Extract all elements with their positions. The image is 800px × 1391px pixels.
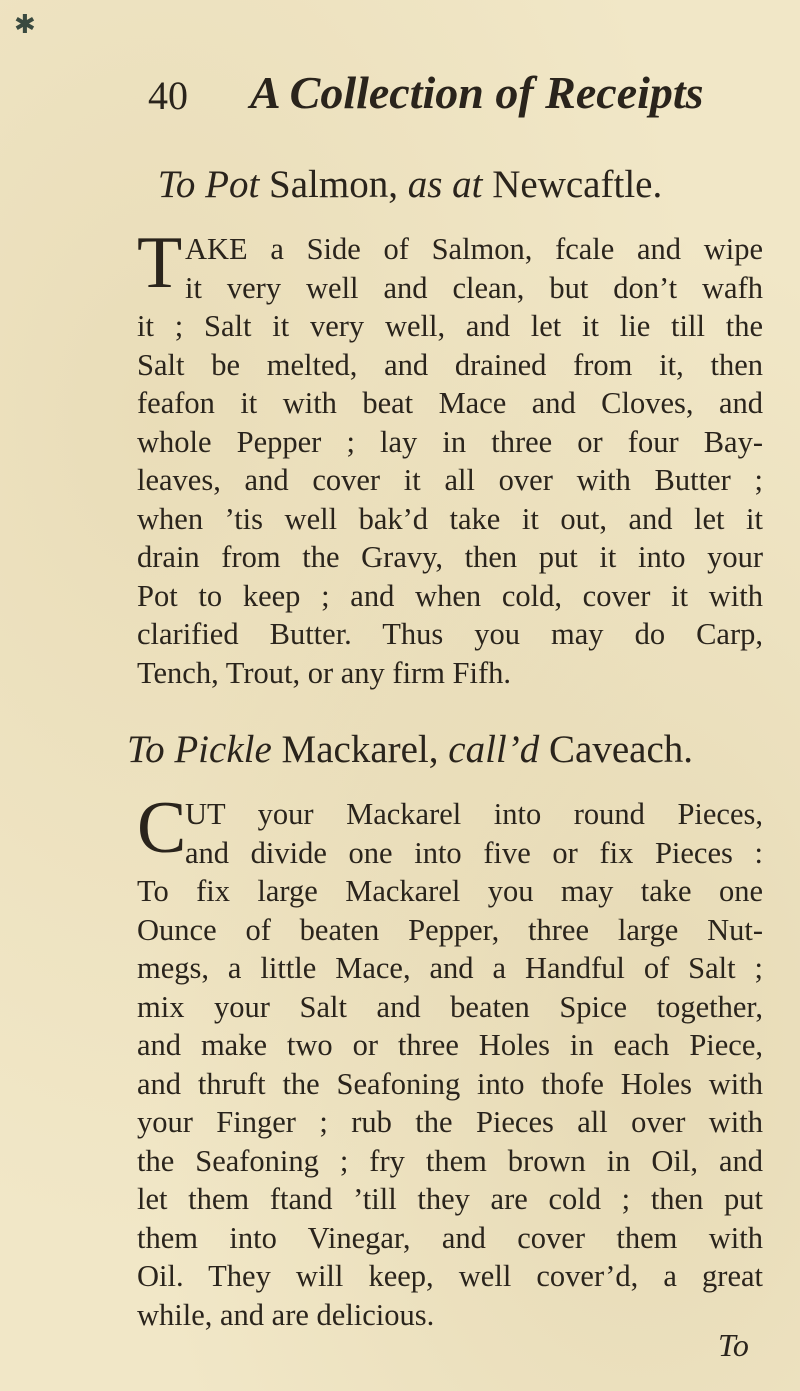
body-line: leaves, and cover it all over with Butter ; <box>137 463 763 497</box>
body-line: while, and are delicious. <box>137 1297 435 1332</box>
body-line: mix your Salt and beaten Spice together, <box>137 989 763 1024</box>
recipe-body <box>137 222 763 692</box>
body-line: AKE a Side of Salmon, fcale and wipe <box>185 232 763 266</box>
heading-subject: Salmon, <box>269 163 398 206</box>
page-number: 40 <box>148 73 188 118</box>
recipe-heading <box>0 725 800 775</box>
recipe-heading <box>0 160 800 210</box>
drop-cap: C <box>137 787 187 869</box>
running-title: A Collection of Receipts <box>250 67 704 118</box>
body-line: megs, a little Mace, and a Handful of Salt ; <box>137 951 763 985</box>
recipe-body <box>137 787 763 1334</box>
heading-lead: To Pickle <box>126 728 272 771</box>
running-head <box>148 67 708 128</box>
heading-place: Newcaftle. <box>492 163 663 206</box>
body-line: and thruft the Seafoning into thofe Holes with <box>137 1066 763 1101</box>
drop-cap: T <box>137 222 183 304</box>
body-line: clarified Butter. Thus you may do Carp, <box>137 617 763 651</box>
body-line: them into Vinegar, and cover them with <box>137 1220 763 1255</box>
heading-subject: Mackarel, <box>281 728 439 771</box>
body-line: whole Pepper ; lay in three or four Bay- <box>137 424 763 459</box>
body-line: the Seafoning ; fry them brown in Oil, and <box>137 1143 763 1178</box>
heading-manner: as at <box>407 163 483 206</box>
body-line: Ounce of beaten Pepper, three large Nut- <box>137 912 763 947</box>
body-line: let them ftand ’till they are cold ; then put <box>137 1182 763 1216</box>
body-line: UT your Mackarel into round Pieces, <box>185 797 763 831</box>
body-line: Tench, Trout, or any firm Fifh. <box>137 655 512 690</box>
body-line: feafon it with beat Mace and Cloves, and <box>137 386 763 420</box>
body-line: Pot to keep ; and when cold, cover it with <box>137 578 763 613</box>
body-line: and make two or three Holes in each Piece, <box>137 1028 763 1062</box>
heading-place: Caveach. <box>549 728 694 771</box>
body-line: when ’tis well bak’d take it out, and let it <box>137 501 763 536</box>
heading-manner: call’d <box>448 728 540 771</box>
catchword: To <box>718 1327 749 1363</box>
body-line: and divide one into five or fix Pieces : <box>185 835 763 870</box>
recipe-pickled-mackarel <box>0 725 800 1334</box>
body-line: it very well and clean, but don’t wafh <box>185 270 763 305</box>
body-line: drain from the Gravy, then put it into your <box>137 540 763 574</box>
body-line: your Finger ; rub the Pieces all over with <box>137 1105 763 1139</box>
body-line: Oil. They will keep, well cover’d, a great <box>137 1259 763 1293</box>
ink-blot-mark: ✱ <box>14 10 36 39</box>
body-line: To fix large Mackarel you may take one <box>137 874 763 908</box>
recipe-potted-salmon <box>0 160 800 692</box>
heading-lead: To Pot <box>157 163 260 206</box>
body-line: Salt be melted, and drained from it, then <box>137 347 763 382</box>
body-line: it ; Salt it very well, and let it lie till the <box>137 309 763 343</box>
